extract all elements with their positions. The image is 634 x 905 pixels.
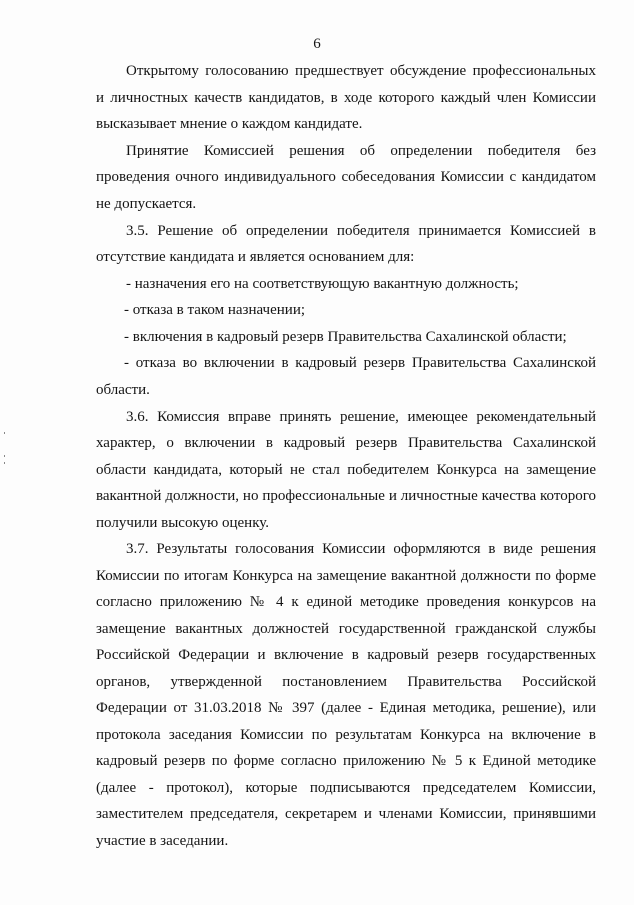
text-line: Открытому голосованию предшествует обсуждение профессиональных (126, 63, 596, 79)
text-line: области кандидата, который не стал победителем Конкурса на замещение (96, 462, 596, 478)
text-line: проведения очного индивидуального собеседования Комиссии с кандидатом (96, 169, 596, 185)
text-line: замещение вакантных должностей государственной гражданской службы (96, 621, 596, 637)
text-line: Принятие Комиссией решения об определении победителя без (126, 143, 596, 159)
text-line: Российской Федерации и включение в кадровый резерв государственных (96, 647, 596, 663)
list-item: - отказа во включении в кадровый резерв Правительства Сахалинской (124, 355, 596, 371)
scan-artifact (4, 462, 5, 464)
list-item: - отказа в таком назначении; (124, 302, 306, 318)
text-line: Федерации от 31.03.2018 № 397 (далее - Единая методика, решение), или (96, 700, 596, 716)
text-line: кадровый резерв по форме согласно приложению № 5 к Единой методике (96, 753, 596, 769)
list-item: - назначения его на соответствующую вакантную должность; (126, 276, 519, 292)
text-line: Комиссии по итогам Конкурса на замещение вакантной должности по форме (96, 568, 596, 584)
text-line: согласно приложению № 4 к единой методике проведения конкурсов на (96, 594, 596, 610)
page-number: 6 (313, 36, 321, 52)
text-line: протокола заседания Комиссии по результатам Конкурса на включение в (96, 727, 596, 743)
text-line: 3.5. Решение об определении победителя принимается Комиссией в (126, 223, 596, 239)
text-line: 3.6. Комиссия вправе принять решение, имеющее рекомендательный (126, 409, 596, 425)
text-line: (далее - протокол), которые подписываются председателем Комиссии, (96, 780, 596, 796)
text-line: и личностных качеств кандидатов, в ходе которого каждый член Комиссии (96, 90, 596, 106)
text-line: области. (96, 382, 150, 398)
text-line: вакантной должности, но профессиональные и личностные качества которого (96, 488, 596, 504)
scan-artifact (4, 455, 5, 457)
text-line: участие в заседании. (96, 833, 229, 849)
text-line: высказывает мнение о каждом кандидате. (96, 116, 363, 132)
list-item: - включения в кадровый резерв Правительства Сахалинской области; (124, 329, 567, 345)
text-line: не допускается. (96, 196, 197, 212)
text-line: характер, о включении в кадровый резерв Правительства Сахалинской (96, 435, 596, 451)
text-line: заместителем председателя, секретарем и членами Комиссии, принявшими (96, 806, 596, 822)
text-line: получили высокую оценку. (96, 515, 270, 531)
text-line: отсутствие кандидата и является основанием для: (96, 249, 415, 265)
scan-artifact (4, 432, 5, 434)
text-line: органов, утвержденной постановлением Правительства Российской (96, 674, 596, 690)
text-line: 3.7. Результаты голосования Комиссии оформляются в виде решения (126, 541, 596, 557)
